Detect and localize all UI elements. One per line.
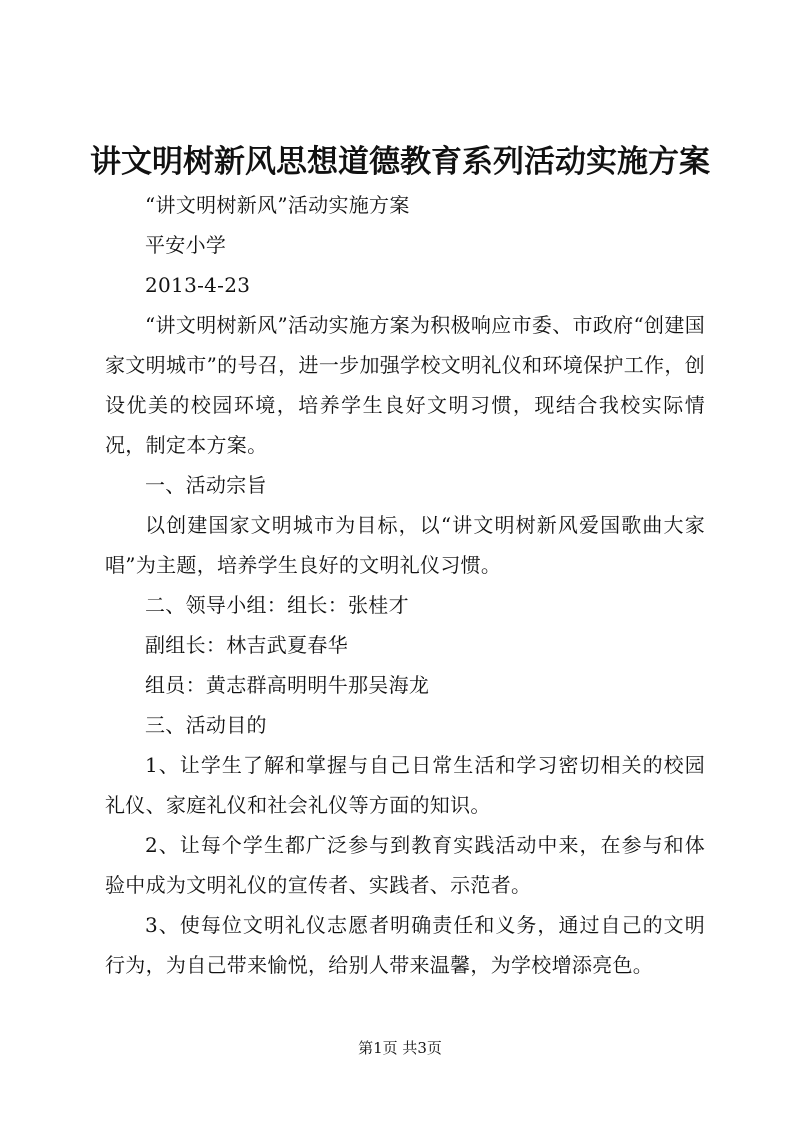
purpose-paragraph: 以创建国家文明城市为目标，以“讲文明树新风爱国歌曲大家唱”为主题，培养学生良好的文明礼仪习惯。: [105, 513, 705, 577]
document-title: 讲文明树新风思想道德教育系列活动实施方案: [90, 144, 710, 180]
goal-item-3: 3、使每位文明礼仪志愿者明确责任和义务，通过自己的文明行为，为自己带来愉悦，给别人带来温馨，为学校增添亮色。: [105, 913, 705, 977]
members-line: 组员：黄志群高明明牛那吴海龙: [145, 673, 430, 697]
vice-leaders-line: 副组长：林吉武夏春华: [145, 633, 348, 657]
document-date: 2013-4-23: [145, 273, 251, 297]
section-heading-leadership: 二、领导小组：组长：张桂才: [145, 593, 409, 617]
document-body: [105, 185, 705, 985]
goal-item-2: 2、让每个学生都广泛参与到教育实践活动中来，在参与和体验中成为文明礼仪的宣传者、实践者、示范者。: [105, 833, 705, 897]
goal-item-1: 1、让学生了解和掌握与自己日常生活和学习密切相关的校园礼仪、家庭礼仪和社会礼仪等方面的知识。: [105, 753, 705, 817]
subtitle-paragraph: “讲文明树新风”活动实施方案: [145, 193, 410, 217]
intro-paragraph: “讲文明树新风”活动实施方案为积极响应市委、市政府“创建国家文明城市”的号召，进一步加强学校文明礼仪和环境保护工作，创设优美的校园环境，培养学生良好文明习惯，现结合我校实际情况，制定本方案。: [105, 313, 705, 457]
section-heading-purpose: 一、活动宗旨: [145, 473, 267, 497]
school-name: 平安小学: [145, 233, 227, 257]
page-footer: 第1页 共3页: [358, 1039, 442, 1057]
section-heading-goals: 三、活动目的: [145, 713, 267, 737]
